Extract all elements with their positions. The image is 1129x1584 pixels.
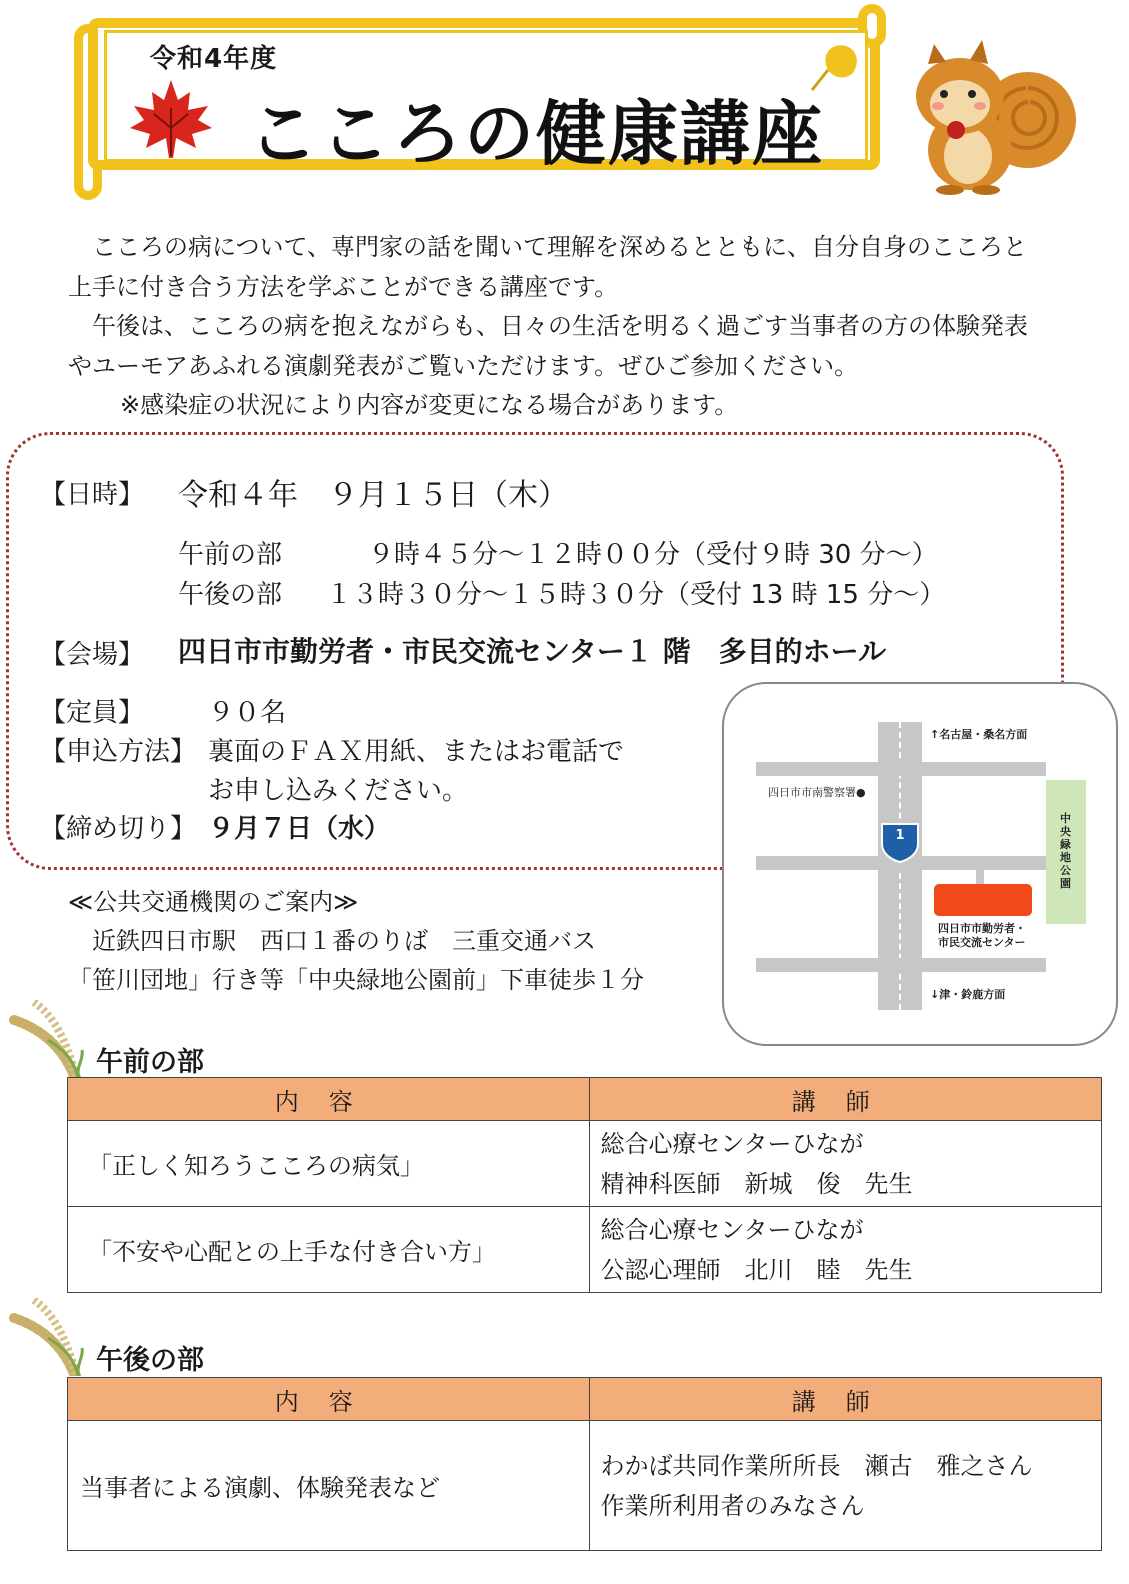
pm-section-heading: 午後の部 bbox=[96, 1345, 204, 1376]
lecture-title: 「不安や心配との上手な付き合い方」 bbox=[68, 1207, 590, 1293]
transport-heading: ≪公共交通機関のご案内≫ bbox=[68, 888, 359, 916]
map-park-label: 中央緑地公園 bbox=[1060, 812, 1071, 890]
capacity-value: ９０名 bbox=[208, 698, 287, 728]
lecturer-org: 総合心療センターひなが bbox=[600, 1215, 864, 1244]
page-title: こころの健康講座 bbox=[248, 93, 824, 175]
apply-label: 【申込方法】 bbox=[40, 737, 197, 767]
map-police-label: 四日市市南警察署● bbox=[768, 786, 866, 799]
column-header-lecturer: 講師 bbox=[590, 1378, 1102, 1421]
lecture-title: 当事者による演劇、体験発表など bbox=[68, 1421, 590, 1551]
map-road bbox=[756, 958, 1046, 972]
intro-line: こころの病について、専門家の話を聞いて理解を深めるとともに、自分自身のこころと bbox=[92, 233, 1028, 261]
intro-line: 午後は、こころの病を抱えながらも、日々の生活を明るく過ごす当事者の方の体験発表 bbox=[92, 312, 1028, 340]
apply-value: 裏面のＦＡＸ用紙、またはお電話で bbox=[208, 737, 625, 767]
column-header-lecturer: 講師 bbox=[590, 1078, 1102, 1121]
transport-line: 近鉄四日市駅 西口１番のりば 三重交通バス bbox=[92, 927, 596, 955]
lecturer-cell bbox=[590, 1121, 1102, 1207]
pm-session-label: 午後の部 bbox=[178, 580, 283, 610]
am-session-time: ９時４５分～１２時００分（受付９時 30 分～） bbox=[368, 540, 938, 570]
pampas-grass-icon bbox=[4, 1000, 84, 1078]
am-schedule-table bbox=[67, 1077, 1102, 1293]
map-south-label: ↓津・鈴鹿方面 bbox=[930, 988, 1006, 1001]
transport-line: 「笹川団地」行き等「中央緑地公園前」下車徒歩１分 bbox=[68, 966, 644, 994]
pm-session-time: １３時３０分～１５時３０分（受付 13 時 15 分～） bbox=[326, 580, 946, 610]
table-row bbox=[68, 1421, 1102, 1551]
column-header-content: 内容 bbox=[68, 1378, 590, 1421]
am-session-label: 午前の部 bbox=[178, 540, 283, 570]
table-row bbox=[68, 1121, 1102, 1207]
apply-value: お申し込みください。 bbox=[208, 776, 469, 806]
ginkgo-leaf-icon bbox=[802, 40, 860, 96]
venue-value: 四日市市勤労者・市民交流センター１ 階 多目的ホール bbox=[178, 635, 887, 668]
intro-line: やユーモアあふれる演劇発表がご覧いただけます。ぜひご参加ください。 bbox=[68, 351, 859, 380]
route-number: 1 bbox=[895, 828, 905, 843]
pampas-grass-icon bbox=[4, 1298, 84, 1376]
deadline-label: 【締め切り】 bbox=[40, 814, 197, 844]
year-label: 令和4年度 bbox=[150, 44, 278, 74]
capacity-label: 【定員】 bbox=[40, 698, 145, 728]
map-north-label: ↑名古屋・桑名方面 bbox=[930, 728, 1028, 741]
lecture-title: 「正しく知ろうこころの病気」 bbox=[68, 1121, 590, 1207]
venue-label: 【会場】 bbox=[40, 640, 145, 670]
lecturer-org: わかば共同作業所所長 瀬古 雅之さん bbox=[600, 1451, 1033, 1480]
squirrel-illustration bbox=[900, 30, 1080, 195]
lecturer-name: 精神科医師 新城 俊 先生 bbox=[600, 1169, 913, 1198]
intro-text bbox=[68, 228, 1078, 426]
deadline-value: ９月７日（水） bbox=[208, 814, 391, 844]
lecturer-name: 作業所利用者のみなさん bbox=[600, 1491, 865, 1520]
maple-leaf-icon bbox=[128, 78, 214, 160]
intro-note: ※感染症の状況により内容が変更になる場合があります。 bbox=[120, 391, 739, 419]
lecturer-cell bbox=[590, 1207, 1102, 1293]
table-row bbox=[68, 1207, 1102, 1293]
map-road bbox=[756, 762, 1046, 776]
date-value: 令和４年 ９月１５日（木） bbox=[178, 478, 568, 513]
lecturer-name: 公認心理師 北川 睦 先生 bbox=[600, 1255, 913, 1284]
lecturer-org: 総合心療センターひなが bbox=[600, 1129, 864, 1158]
pm-schedule-table bbox=[67, 1377, 1102, 1551]
lecturer-cell bbox=[590, 1421, 1102, 1551]
map-venue-label: 四日市市勤労者・ bbox=[938, 922, 1026, 935]
map-venue-label: 市民交流センター bbox=[938, 936, 1026, 949]
date-label: 【日時】 bbox=[40, 480, 145, 510]
map-venue-marker bbox=[934, 884, 1032, 916]
access-map bbox=[722, 682, 1118, 1046]
am-section-heading: 午前の部 bbox=[96, 1047, 204, 1078]
intro-line: 上手に付き合う方法を学ぶことができる講座です。 bbox=[68, 272, 619, 301]
column-header-content: 内容 bbox=[68, 1078, 590, 1121]
